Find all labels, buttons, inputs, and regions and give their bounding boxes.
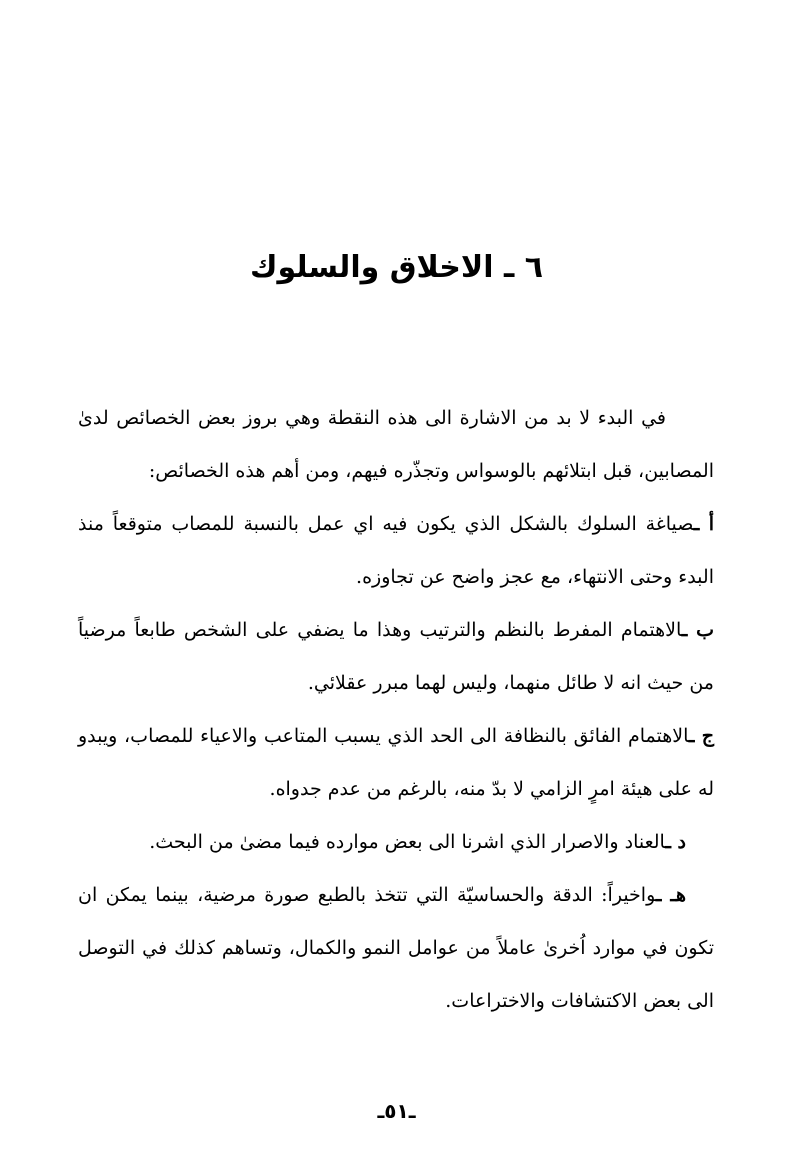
list-item-marker: هـ ـ — [655, 884, 686, 906]
list-item-text: الاهتمام الفائق بالنظافة الى الحد الذي يسبب المتاعب والاعياء للمصاب، ويبدو له على هيئة امرٍ الزامي لا بدّ منه، بالرغم من عدم جدواه. — [78, 725, 714, 800]
list-item-dal — [78, 816, 714, 869]
page-number: ـ٥١ـ — [377, 1099, 416, 1123]
list-item-text: واخيراً: الدقة والحساسيّة التي تتخذ بالطبع صورة مرضية، بينما يمكن ان تكون في موارد اُخرىٰ عاملاً من عوامل النمو والكمال، وتساهم كذلك في التوصل الى بعض الاكتشافات والاختراعات. — [78, 884, 714, 1012]
list-item-text: الاهتمام المفرط بالنظم والترتيب وهذا ما يضفي على الشخص طابعاً مرضياً من حيث انه لا طائل منهما، وليس لهما مبرر عقلائي. — [78, 619, 714, 694]
list-item-jim — [78, 710, 714, 816]
list-item-marker: د ـ — [665, 831, 686, 853]
list-item-ha — [78, 869, 714, 1028]
list-item-marker: ج ـ — [688, 725, 714, 747]
list-item-marker: ب ـ — [681, 619, 714, 641]
list-item-marker: أ ـ — [693, 513, 714, 535]
body-text — [78, 392, 714, 1028]
list-item-text: العناد والاصرار الذي اشرنا الى بعض موارده فيما مضىٰ من البحث. — [149, 831, 666, 853]
list-item-alef — [78, 498, 714, 604]
intro-paragraph: في البدء لا بد من الاشارة الى هذه النقطة وهي بروز بعض الخصائص لدىٰ المصابين، قبل ابتلائهم بالوسواس وتجذّره فيهم، ومن أهم هذه الخصائص: — [78, 407, 714, 482]
chapter-title: ٦ ـ الاخلاق والسلوك — [249, 250, 543, 285]
list-item-text: صياغة السلوك بالشكل الذي يكون فيه اي عمل بالنسبة للمصاب متوقعاً منذ البدء وحتى الانتهاء، مع عجز واضح عن تجاوزه. — [78, 513, 714, 588]
list-item-ba — [78, 604, 714, 710]
